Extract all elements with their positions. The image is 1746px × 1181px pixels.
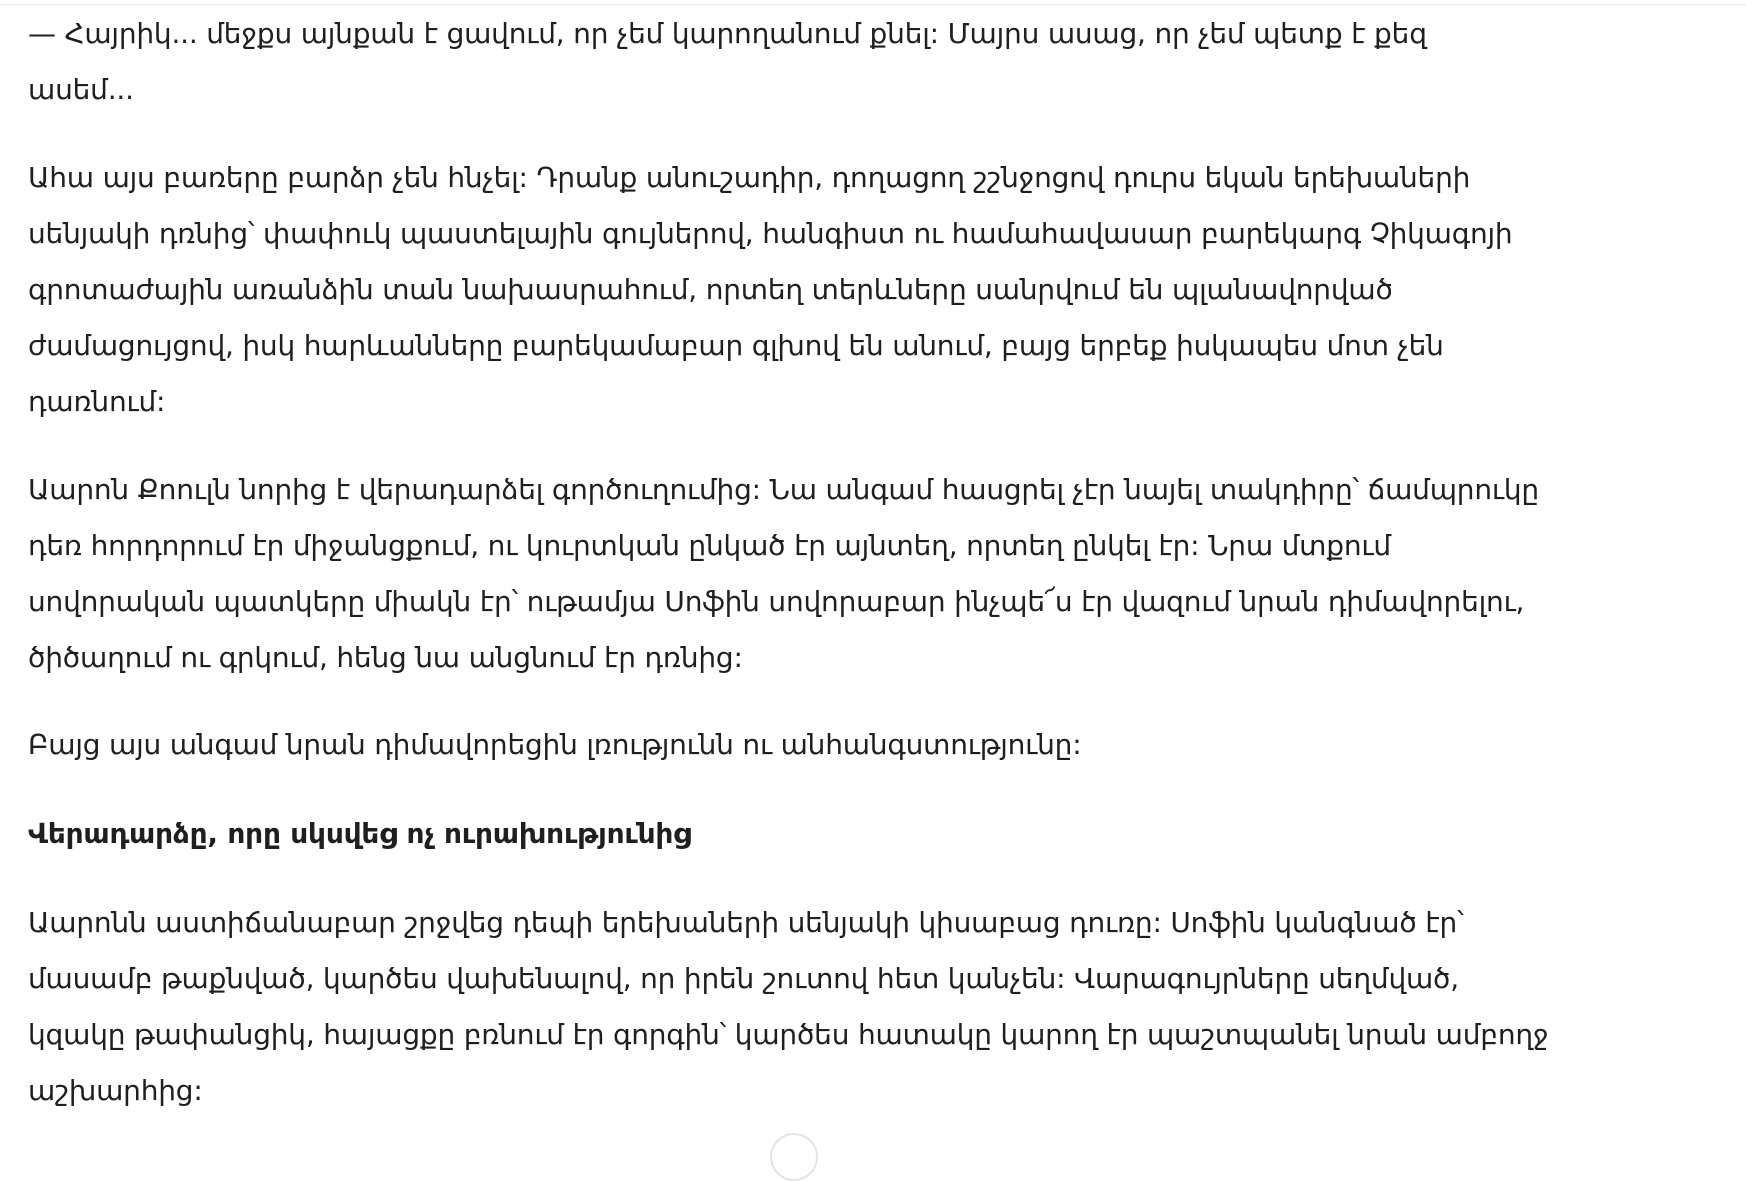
section-heading: Վերադարձը, որը սկսվեց ոչ ուրախությունից xyxy=(28,817,691,850)
scroll-down-button[interactable] xyxy=(770,1133,818,1181)
paragraph-return: Աարոն Քոուլն նորից է վերադարձել գործուղումից: Նա անգամ հասցրել չէր նայել տակդիրը՝ ճամպրուկը դեռ հորդորում էր միջանցքում, ու կուրտկան ընկած էր այնտեղ, որտեղ ընկել էր: Նրա մտքում սովորական պատկերը միակն էր՝ ութամյա Սոֆին սովորաբար ինչպե՜ս էր վազում նրան դիմավորելու, ծիծաղում ու գրկում, հենց նա անցնում էր դռնից: xyxy=(28,473,1539,674)
paragraph-sophie: Աարոնն աստիճանաբար շրջվեց դեպի երեխաների սենյակի կիսաբաց դուռը: Սոֆին կանգնած էր՝ մասամբ թաքնված, կարծես վախենալով, որ իրեն շուտով հետ կանչեն: Վարագույրները սեղմված, կզակը թափանցիկ, հայացքը բռնում էր գորգին՝ կարծես հատակը կարող էր պաշտպանել նրան ամբողջ աշխարհից: xyxy=(28,906,1549,1107)
paragraph-silence: Բայց այս անգամ նրան դիմավորեցին լռությունն ու անհանգստությունը: xyxy=(28,728,1082,761)
paragraph-dialogue: — Հայրիկ... մեջքս այնքան է ցավում, որ չեմ կարողանում քնել: Մայրս ասաց, որ չեմ պետք է քեզ ասեմ... xyxy=(28,17,1427,106)
top-divider xyxy=(0,0,1746,5)
paragraph-whisper: Ահա այս բառերը բարձր չեն հնչել: Դրանք անուշադիր, դողացող շշնջոցով դուրս եկան երեխաների սենյակի դռնից՝ փափուկ պաստելային գույներով, հանգիստ ու համահավասար բարեկարգ Չիկագոյի գրոտաժային առանձին տան նախասրահում, որտեղ տերևները սանրվում են պլանավորված ժամացույցով, իսկ հարևանները բարեկամաբար գլխով են անում, բայց երբեք իսկապես մոտ չեն դառնում: xyxy=(28,161,1513,418)
